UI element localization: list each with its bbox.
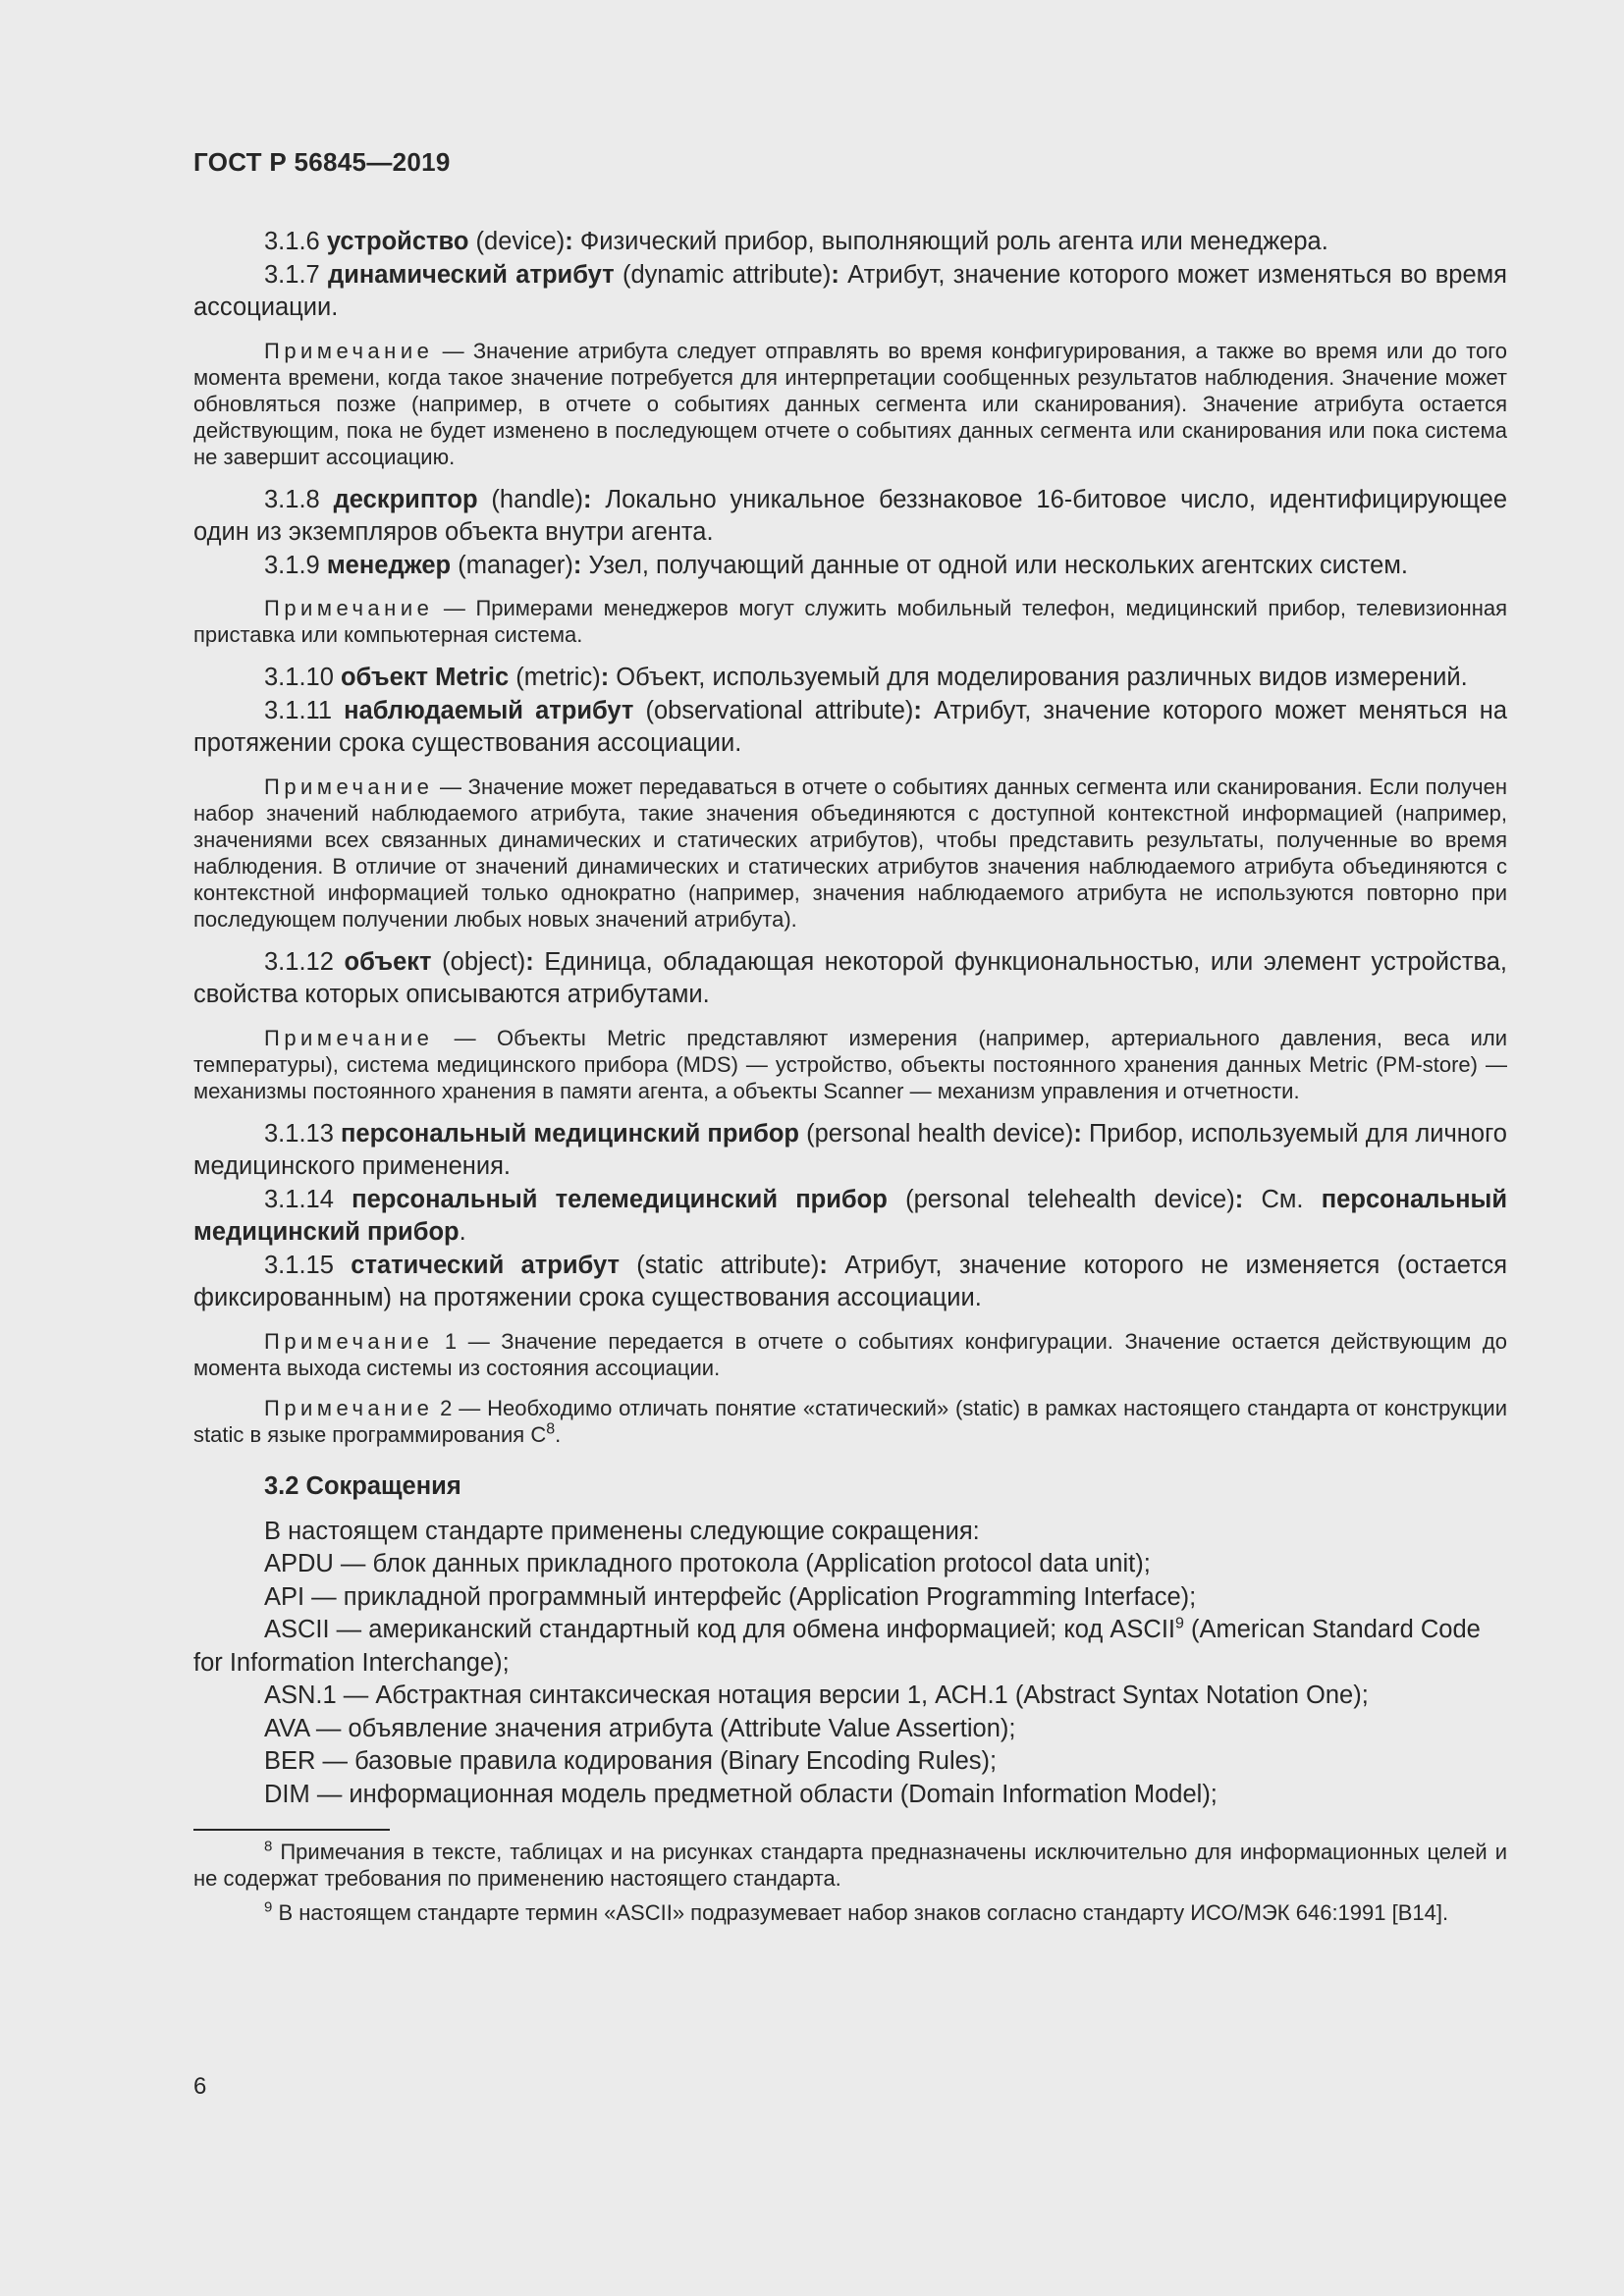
abbr-api: API — прикладной программный интерфейс (Application Programming Interface);	[264, 1582, 1197, 1611]
footnote-divider	[193, 1829, 390, 1831]
term-3-1-10	[193, 662, 1507, 695]
term-colon: :	[1234, 1185, 1244, 1213]
note-label: Примечание	[264, 1025, 434, 1050]
note-3-1-11	[193, 774, 1507, 933]
term-english: (personal telehealth device)	[887, 1185, 1235, 1213]
abbr-ascii-text-end: (American Standard Code for Information Interchange);	[193, 1616, 1481, 1677]
term-3-1-13	[193, 1118, 1507, 1184]
term-name: наблюдаемый атрибут	[344, 696, 634, 724]
abbr-asn: ASN.1 — Абстрактная синтаксическая нотация версии 1, АСН.1 (Abstract Syntax Notation One);	[264, 1682, 1369, 1709]
note-3-1-15-1	[193, 1328, 1507, 1381]
note-label: Примечание	[264, 774, 434, 799]
abbr-apdu: APDU — блок данных прикладного протокола (Application protocol data unit);	[264, 1550, 1151, 1577]
term-english: (handle)	[477, 485, 583, 513]
term-end: .	[459, 1218, 466, 1246]
term-number: 3.1.15	[264, 1251, 352, 1279]
note-3-1-15-2	[193, 1395, 1507, 1448]
term-3-1-6	[193, 226, 1507, 259]
term-colon: :	[583, 485, 592, 513]
term-colon: :	[1073, 1119, 1082, 1148]
footnote-9	[193, 1899, 1507, 1926]
abbr-ava: AVA — объявление значения атрибута (Attribute Value Assertion);	[264, 1714, 1016, 1742]
term-name: персональный медицинский прибор	[341, 1119, 799, 1148]
term-colon: :	[525, 947, 534, 976]
term-name: менеджер	[326, 551, 452, 579]
footnote-ref-9: 9	[1175, 1615, 1184, 1632]
term-english: (device)	[468, 228, 566, 255]
abbr-ber: BER — базовые правила кодирования (Binary Encoding Rules);	[264, 1747, 998, 1775]
term-3-1-8	[193, 484, 1507, 550]
term-colon: :	[565, 228, 573, 255]
note-label: Примечание	[264, 338, 434, 363]
term-number: 3.1.10	[264, 664, 341, 691]
term-english: (dynamic attribute)	[614, 260, 832, 289]
term-name: динамический атрибут	[328, 260, 615, 289]
term-number: 3.1.6	[264, 228, 327, 255]
note-label: Примечание	[264, 1328, 434, 1354]
term-definition: Атрибут, значение которого может меняться на протяжении срока существования ассоциации.	[193, 696, 1507, 757]
note-number: 1	[433, 1328, 458, 1354]
term-definition: Узел, получающий данные от одной или нескольких агентских систем.	[581, 551, 1408, 579]
term-english: (observational attribute)	[633, 696, 914, 724]
term-name: устройство	[326, 228, 469, 255]
note-text: — Значение передается в отчете о событиях конфигурации. Значение остается действующим до момента выхода системы из состояния ассоциации.	[193, 1328, 1507, 1380]
abbr-ascii-text: ASCII — американский стандартный код для обмена информацией; код ASCII	[264, 1616, 1175, 1643]
footnote-text: Примечания в тексте, таблицах и на рисунках стандарта предназначены исключительно для информационных целей и не содержат требования по применению настоящего стандарта.	[193, 1840, 1507, 1891]
note-text: — Объекты Metric представляют измерения (например, артериального давления, веса или температуры), система медицинского прибора (MDS) — устройство, объекты постоянного хранения данных Metric (PM-store) — механизмы постоянного хранения в памяти агента, а объекты Scanner — механизм управления и отчетности.	[193, 1025, 1507, 1103]
note-text: — Примерами менеджеров могут служить мобильный телефон, медицинский прибор, телевизионная приставка или компьютерная система.	[193, 596, 1507, 647]
term-3-1-9	[193, 550, 1507, 583]
term-colon: :	[600, 664, 610, 691]
abbr-intro: В настоящем стандарте применены следующие сокращения:	[264, 1517, 980, 1545]
term-name: дескриптор	[333, 485, 478, 513]
term-name: персональный телемедицинский прибор	[352, 1185, 888, 1213]
term-number: 3.1.9	[264, 551, 327, 579]
term-definition: Единица, обладающая некоторой функциональностью, или элемент устройства, свойства которых описываются атрибутами.	[193, 947, 1507, 1008]
term-english: (personal health device)	[799, 1119, 1074, 1148]
term-number: 3.1.13	[264, 1119, 342, 1148]
note-3-1-9	[193, 595, 1507, 648]
term-cross-reference: персональный медицинский прибор	[193, 1185, 1508, 1246]
term-name: объект Metric	[340, 664, 510, 691]
note-3-1-7	[193, 338, 1507, 470]
term-number: 3.1.7	[264, 260, 329, 289]
section-title: 3.2 Сокращения	[264, 1471, 461, 1500]
term-definition: Локально уникальное беззнаковое 16-битовое число, идентифицирующее один из экземпляров объекта внутри агента.	[193, 485, 1507, 546]
footnote-8	[193, 1839, 1507, 1892]
term-english: (static attribute)	[619, 1251, 820, 1279]
note-text: — Значение атрибута следует отправлять во время конфигурирования, а также во время или до того момента времени, когда такое значение потребуется для интерпретации сообщенных результатов наблюдения. Значение может обновляться позже (например, в отчете о событиях данных сегмента или сканирования). Значение атрибута остается действующим, пока не будет изменено в последующем отчете о событиях данных сегмента или сканирования или пока система не завершит ассоциацию.	[193, 338, 1507, 469]
term-definition: Объект, используемый для моделирования различных видов измерений.	[609, 664, 1468, 691]
term-colon: :	[572, 551, 582, 579]
note-number: 2	[433, 1395, 453, 1420]
term-number: 3.1.11	[264, 696, 345, 724]
note-3-1-12	[193, 1025, 1507, 1104]
term-3-1-7	[193, 259, 1507, 325]
footnote-text: В настоящем стандарте термин «ASCII» подразумевает набор знаков согласно стандарту ИСО/МЭК 646:1991 [В14].	[272, 1900, 1449, 1925]
note-text: — Значение может передаваться в отчете о событиях данных сегмента или сканирования. Если получен набор значений наблюдаемого атрибута, такие значения объединяются с доступной контекстной информацией (например, значениями всех связанных динамических и статических атрибутов), чтобы представить результаты, полученные во время наблюдения. В отличие от значений динамических и статических атрибутов значения наблюдаемого атрибута объединяются с контекстной информацией только однократно (например, значения наблюдаемого атрибута не используются повторно при последующем получении любых новых значений атрибута).	[193, 774, 1507, 932]
term-name: статический атрибут	[351, 1251, 620, 1279]
term-english: (object)	[431, 947, 526, 976]
footnote-number: 9	[264, 1898, 273, 1916]
term-number: 3.1.8	[264, 485, 334, 513]
abbr-ascii	[193, 1614, 1507, 1680]
term-english: (manager)	[451, 551, 573, 579]
term-number: 3.1.14	[264, 1185, 352, 1213]
footnote-number: 8	[264, 1838, 273, 1855]
term-definition: Прибор, используемый для личного медицинского применения.	[193, 1119, 1507, 1180]
footnote-ref-8: 8	[546, 1420, 556, 1438]
term-definition: Атрибут, значение которого не изменяется (остается фиксированным) на протяжении срока существования ассоциации.	[193, 1251, 1508, 1311]
term-english: (metric)	[509, 664, 601, 691]
note-label: Примечание	[264, 1395, 434, 1420]
document-header: ГОСТ Р 56845—2019	[193, 147, 451, 177]
term-colon: :	[819, 1251, 828, 1279]
term-3-1-15	[193, 1250, 1507, 1315]
term-3-1-14	[193, 1184, 1507, 1250]
page-number: 6	[193, 2073, 207, 2100]
term-name: объект	[344, 947, 432, 976]
term-definition: Атрибут, значение которого может изменяться во время ассоциации.	[193, 260, 1507, 321]
term-colon: :	[831, 260, 839, 289]
abbr-dim: DIM — информационная модель предметной области (Domain Information Model);	[264, 1780, 1218, 1808]
term-3-1-12	[193, 946, 1507, 1012]
term-colon: :	[913, 696, 922, 724]
note-end: .	[555, 1421, 562, 1447]
note-text: — Необходимо отличать понятие «статический» (static) в рамках настоящего стандарта от конструкции static в языке программирования C	[193, 1395, 1507, 1447]
term-number: 3.1.12	[264, 947, 345, 976]
term-definition: Физический прибор, выполняющий роль агента или менеджера.	[572, 228, 1328, 255]
note-label: Примечание	[264, 596, 434, 620]
document-body	[193, 226, 1507, 1934]
term-3-1-11	[193, 695, 1507, 761]
term-definition: См.	[1243, 1185, 1322, 1213]
